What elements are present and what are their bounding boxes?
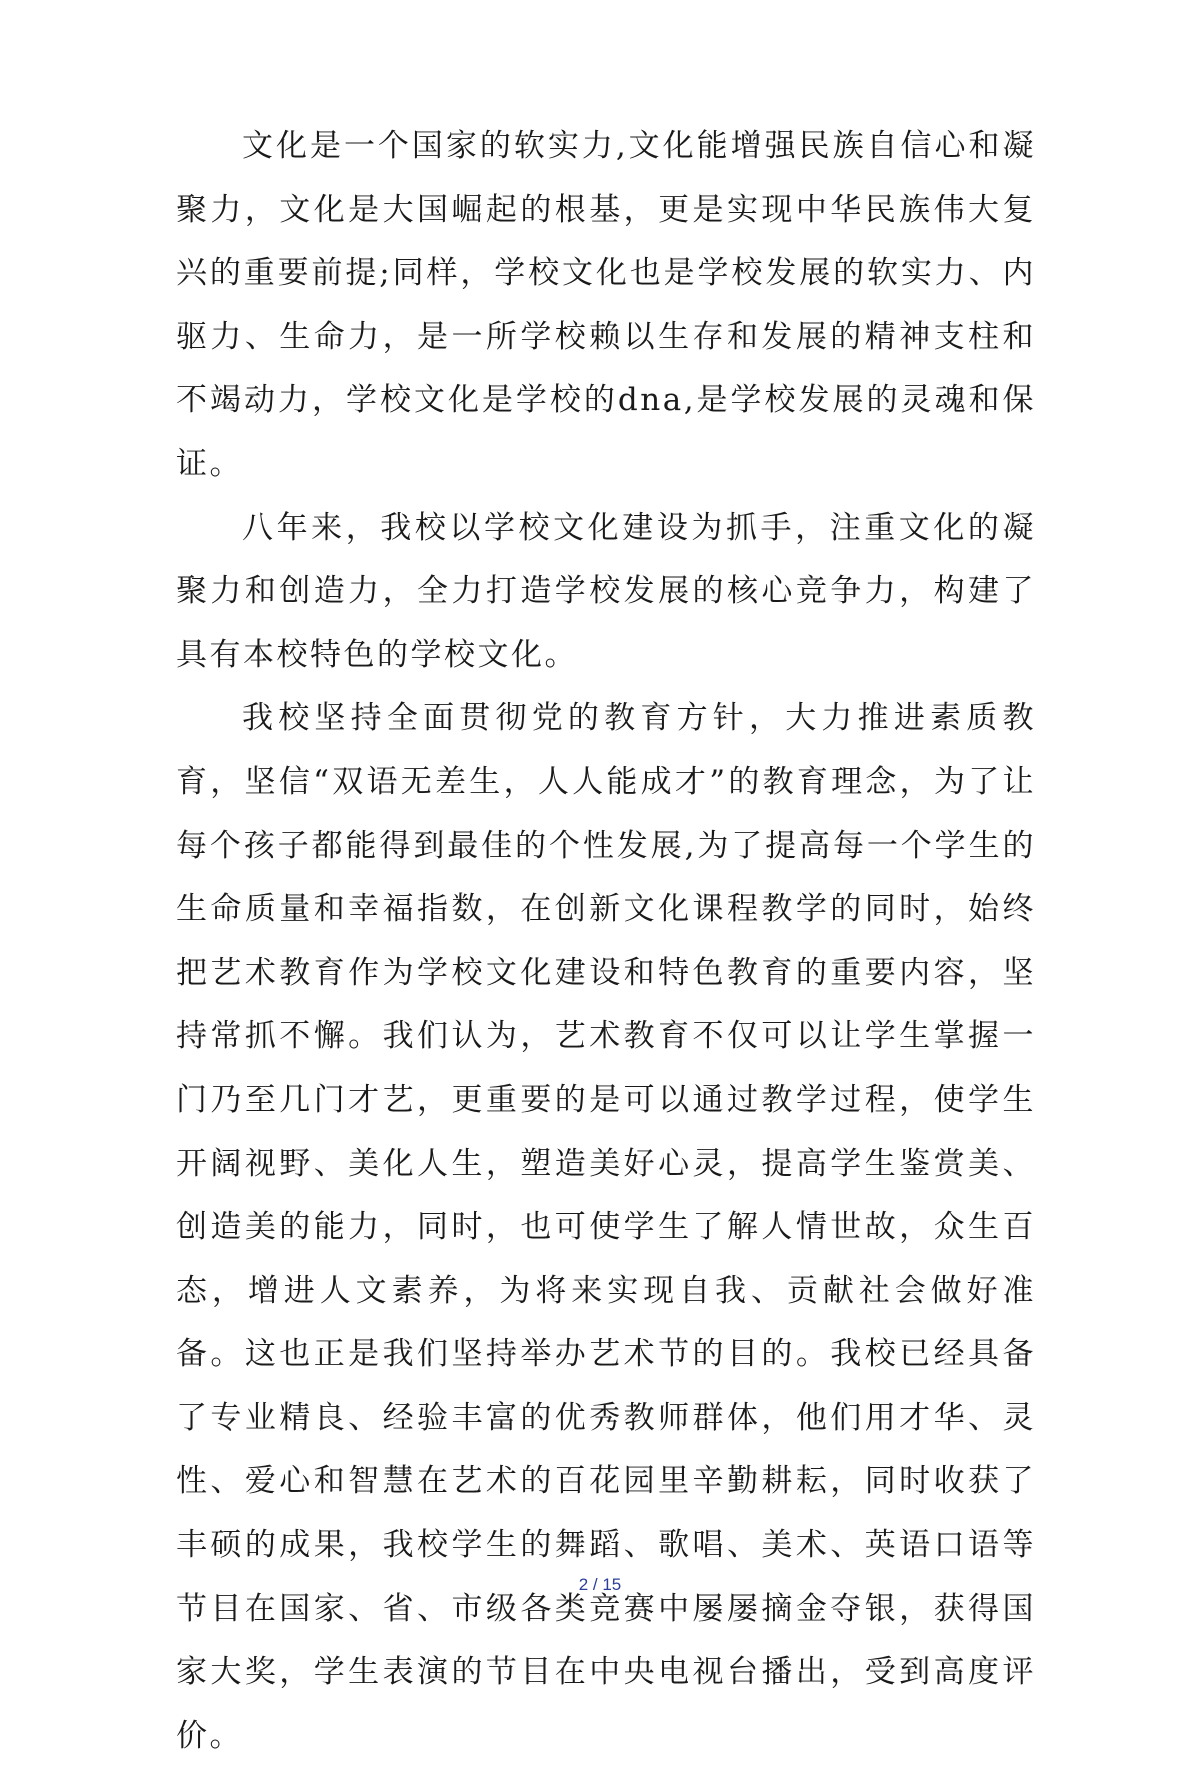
- paragraph-culture-soft-power: 文化是一个国家的软实力,文化能增强民族自信心和凝聚力，文化是大国崛起的根基，更是实现中华民族伟大复兴的重要前提;同样，学校文化也是学校发展的软实力、内驱力、生命力，是一所学校赖以生存和发展的精神支柱和不竭动力，学校文化是学校的dna,是学校发展的灵魂和保证。: [176, 128, 1036, 482]
- page-number: 2 / 15: [578, 1575, 622, 1594]
- paragraph-arts-education: 我校坚持全面贯彻党的教育方针，大力推进素质教育，坚信“双语无差生，人人能成才”的教育理念，为了让每个孩子都能得到最佳的个性发展,为了提高每一个学生的生命质量和幸福指数，在创新文化课程教学的同时，始终把艺术教育作为学校文化建设和特色教育的重要内容，坚持常抓不懈。我们认为，艺术教育不仅可以让学生掌握一门乃至几门才艺，更重要的是可以通过教学过程，使学生开阔视野、美化人生，塑造美好心灵，提高学生鉴赏美、创造美的能力，同时，也可使学生了解人情世故，众生百态，增进人文素养，为将来实现自我、贡献社会做好准备。这也正是我们坚持举办艺术节的目的。我校已经具备了专业精良、经验丰富的优秀教师群体，他们用才华、灵性、爱心和智慧在艺术的百花园里辛勤耕耘，同时收获了丰硕的成果，我校学生的舞蹈、歌唱、美术、英语口语等节目在国家、省、市级各类竞赛中屡屡摘金夺银，获得国家大奖，学生表演的节目在中央电视台播出，受到高度评价。: [176, 700, 1036, 1754]
- page-body: [176, 115, 1036, 1768]
- paragraph-eight-years: 八年来，我校以学校文化建设为抓手，注重文化的凝聚力和创造力，全力打造学校发展的核心竞争力，构建了具有本校特色的学校文化。: [176, 509, 1036, 673]
